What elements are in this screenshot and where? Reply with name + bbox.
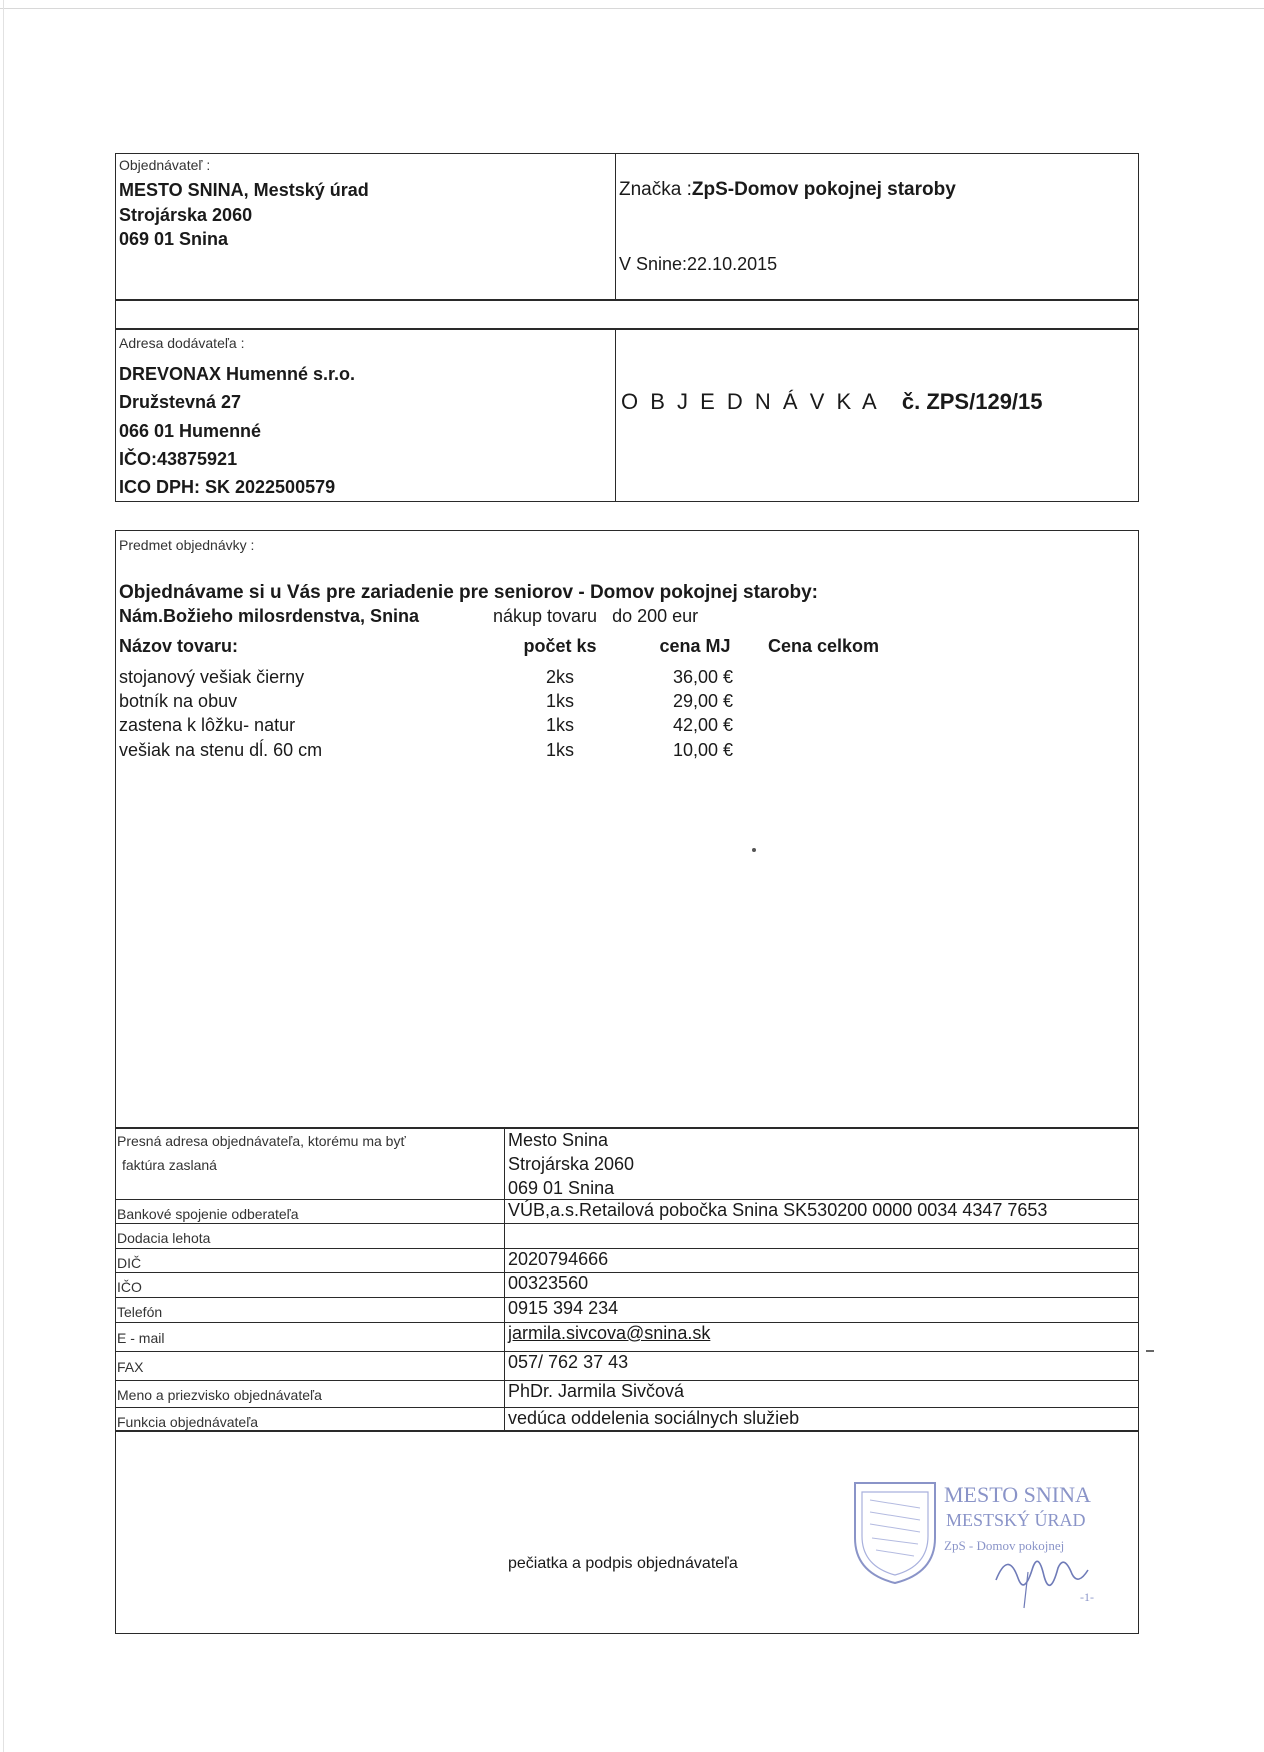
supplier-divider [615,329,616,502]
order-number: č. ZPS/129/15 [901,389,1043,414]
details-divider [504,1128,505,1431]
item-qty: 1ks [545,691,574,711]
person-name-value: PhDr. Jarmila Sivčová [508,1381,685,1401]
supplier-icdph: ICO DPH: SK 2022500579 [119,477,336,497]
mark-prefix: Značka : [619,179,692,200]
orderer-street: Strojárska 2060 [119,205,253,225]
ico-label: IČO [117,1279,142,1295]
order-title: O B J E D N Á V K A [621,389,880,414]
dic-value: 2020794666 [508,1249,609,1269]
email-value: jarmila.sivcova@snina.sk [508,1323,711,1343]
official-stamp [848,1470,1128,1620]
scan-edge-left [3,0,4,1752]
fax-label: FAX [117,1359,144,1375]
supplier-label: Adresa dodávateľa : [119,335,245,351]
header-divider [615,153,616,300]
order-heading [621,389,1043,415]
function-value: vedúca oddelenia sociálnych služieb [508,1408,800,1428]
item-qty: 1ks [545,740,574,760]
col-header-qty: počet ks [523,636,597,656]
stamp-line-1: MESTO SNINA [944,1482,1091,1507]
ico-value: 00323560 [508,1273,589,1293]
mark-line [619,179,956,201]
phone-label: Telefón [117,1304,163,1320]
fax-value: 057/ 762 37 43 [508,1352,629,1372]
bank-value: VÚB,a.s.Retailová pobočka Snina SK530200 0000 0034 4347 7653 [508,1200,1048,1220]
scan-mark [1146,1350,1154,1352]
item-price: 36,00 € [672,667,733,687]
item-name: zastena k lôžku- natur [119,715,296,735]
orderer-label: Objednávateľ : [119,157,211,173]
item-name: botník na obuv [119,691,238,711]
invoice-address-line-3: 069 01 Snina [508,1178,615,1198]
person-name-label: Meno a priezvisko objednávateľa [117,1387,322,1403]
invoice-address-line-1: Mesto Snina [508,1130,609,1150]
item-price: 29,00 € [672,691,733,711]
function-label: Funkcia objednávateľa [117,1414,259,1430]
mark-value: ZpS-Domov pokojnej staroby [691,179,956,200]
item-name: vešiak na stenu dĺ. 60 cm [119,740,323,760]
row-separator [115,1223,1139,1224]
item-price: 42,00 € [672,715,733,735]
orderer-city: 069 01 Snina [119,229,229,249]
bank-label: Bankové spojenie odberateľa [117,1206,299,1222]
subject-intro: Objednávame si u Vás pre zariadenie pre seniorov - Domov pokojnej staroby: [119,582,818,603]
gap-strip [115,300,1139,329]
email-label: E - mail [117,1330,165,1346]
supplier-street: Družstevná 27 [119,392,242,412]
orderer-name: MESTO SNINA, Mestský úrad [119,180,369,200]
item-price: 10,00 € [672,740,733,760]
invoice-address-label-1: Presná adresa objednávateľa, ktorému ma byť [117,1133,406,1149]
header-box [115,153,1139,300]
supplier-name: DREVONAX Humenné s.r.o. [119,364,356,384]
row-separator [115,1272,1139,1273]
dic-label: DIČ [117,1255,142,1271]
subject-address: Nám.Božieho milosrdenstva, Snina [119,606,420,626]
stamp-line-3: ZpS - Domov pokojnej [944,1538,1065,1553]
scan-edge-line [0,8,1264,9]
stamp-page: -1- [1080,1590,1094,1604]
stamp-seal-icon [850,1478,940,1588]
scan-dot [752,848,756,852]
item-qty: 2ks [545,667,574,687]
supplier-city: 066 01 Humenné [119,421,262,441]
row-separator [115,1297,1139,1298]
supplier-ico: IČO:43875921 [119,449,238,469]
item-qty: 1ks [545,715,574,735]
subject-note: nákup tovaru do 200 eur [493,606,699,626]
order-date: V Snine:22.10.2015 [619,254,778,274]
col-header-total: Cena celkom [768,636,880,656]
item-name: stojanový vešiak čierny [119,667,305,687]
phone-value: 0915 394 234 [508,1298,619,1318]
handwritten-signature-icon [988,1540,1098,1610]
col-header-name: Názov tovaru: [119,636,239,656]
subject-label: Predmet objednávky : [119,537,255,553]
invoice-address-line-2: Strojárska 2060 [508,1154,635,1174]
stamp-line-2: MESTSKÝ ÚRAD [946,1510,1086,1530]
delivery-label: Dodacia lehota [117,1230,211,1246]
signature-label: pečiatka a podpis objednávateľa [508,1555,738,1572]
col-header-price: cena MJ [659,636,731,656]
invoice-address-label-2: faktúra zaslaná [122,1157,217,1173]
row-separator [115,1248,1139,1249]
